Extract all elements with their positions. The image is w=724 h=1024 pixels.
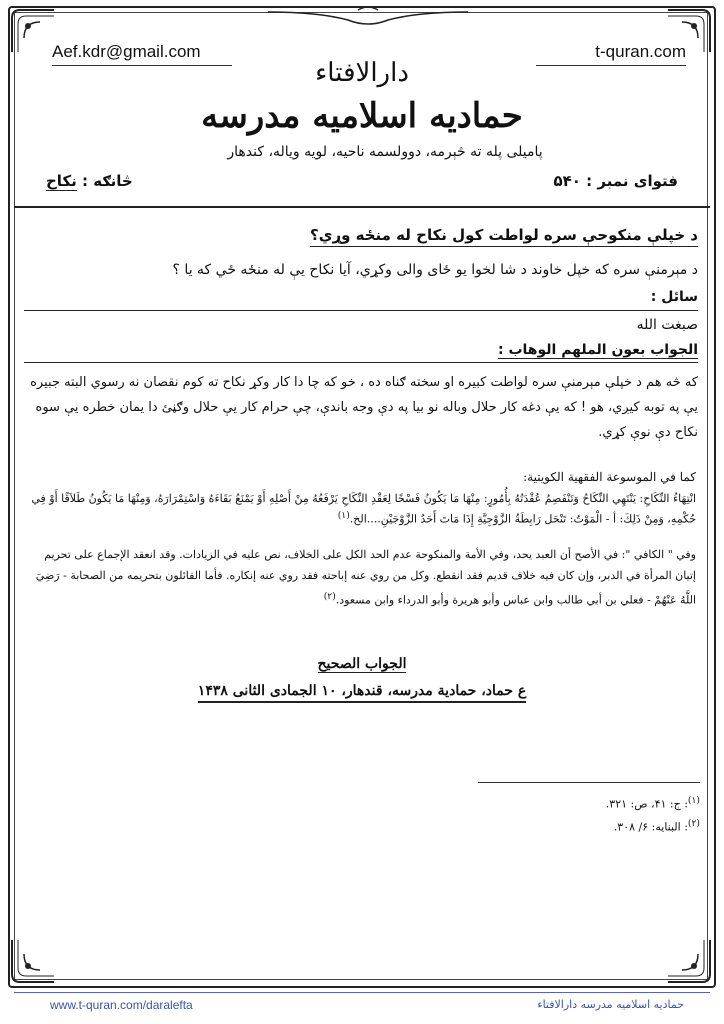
section-value: نکاح: [46, 172, 77, 190]
madrasa-title: حمادیه اسلامیه مدرسه: [201, 96, 523, 136]
kafi-quote: [24, 544, 696, 611]
correct-answer-text: الجواب الصحيح: [317, 656, 407, 672]
footnote-number: (۲): [687, 818, 700, 829]
correct-answer-heading: [0, 656, 724, 672]
question-title-text: د خپلې منکوحې سره لواطت کول نکاح له منځه وړي؟: [310, 226, 698, 247]
kafi-quote-text: وفي " الكافي ": في الأصح أن العبد يحد، وفي الأمة والمنكوحة عدم الحد الكل على الخلاف، نص عليه في الزيادات. وقد انعقد الإجماع على تحريم إتيان المرأة في الدبر، وإن كان فيه خلاف قديم فقد انقطع. وكل من روي عنه إباحته فقد روي عنه إنكاره. فأما القائلون بتحريمه من الصحابة - رَضِيَ اللَّهُ عَنْهُمْ - فعلي بن أبي طالب وابن عباس وأبو هريرة وأبو الدرداء وابن مسعود.: [35, 548, 696, 607]
footer-url-link[interactable]: www.t-quran.com/daralefta: [50, 998, 193, 1012]
footer-rule: [14, 992, 710, 993]
email-link[interactable]: Aef.kdr@gmail.com: [52, 42, 201, 61]
answer-text: که څه هم د خپلې مېرمنې سره لواطت کبیره او سخته ګناه ده ، خو که چا دا کار وکړ نکاح ته کوم نقصان نه رسوي البته جبیره یې په توبه کیږي، هو ! که یې دغه کار حلال وباله نو بیا په دې وجه باندې، چې حرام کار یې حلال وګڼئ دا یمان خطره یې سوه نکاح دې نوې کړي.: [30, 375, 698, 440]
section-label: څانګه :: [82, 172, 133, 190]
footer-institution: حمادیه اسلامیه مدرسه دارالافتاء: [537, 998, 684, 1011]
footnote-number: (۱): [687, 795, 700, 806]
arabic-quote-text: انْتِهَاءُ النِّكَاحِ: يَنْتَهِي النِّكَاحُ وَتَنْفَصِمُ عُقْدَتُهُ بِأُمُورٍ: مِنْهَا مَا يَكُونُ فَسْخًا لِعَقْدِ النِّكَاحِ يَرْفَعُهُ مِنْ أَصْلِهِ أَوْ يَمْنَعُ بَقَاءَهُ وَاسْتِمْرَارَهُ، وَمِنْهَا مَا يَكُونُ طَلاَقًا أَوْ فِي حُكْمِهِ، وَمِنْ ذَلِكَ: أ - الْمَوْتُ: تَنْحَل رَابِطَةُ الزَّوْجِيَّةِ إِذَا مَاتَ أَحَدُ الزَّوْجَيْنِ....الخ.: [31, 492, 696, 526]
divider: [24, 310, 698, 311]
asker-label: سائل :: [650, 289, 698, 305]
signature-line: [0, 683, 724, 699]
footnote-mark: (۲): [323, 591, 336, 602]
answer-heading-text: الجواب بعون الملهم الوهاب :: [497, 342, 698, 358]
corner-ornament: [666, 938, 712, 984]
asker-name: صبغت الله: [636, 317, 698, 333]
arabic-quote: [24, 490, 696, 528]
footnote-text: : ج: ۴۱، ص: ۳۲۱.: [605, 797, 688, 811]
signature-text: ع حماد، حمادیة مدرسه، قندهار، ۱۰ الجمادی الثانی ۱۴۳۸: [198, 683, 526, 703]
fatwa-value: ۵۴۰: [553, 172, 581, 190]
section-field: [46, 172, 133, 190]
fatwa-label: فتوای نمبر :: [586, 172, 678, 190]
corner-ornament: [10, 8, 56, 54]
question-text: د مېرمنې سره که خپل خاوند د شا لخوا یو ځای والی وکړي، آیا نکاح یې له منځه ځي که یا ؟: [172, 262, 698, 278]
header-rule: [14, 206, 710, 208]
footnote-text: : البنایه: ۶/ ۳۰۸.: [613, 820, 688, 834]
divider: [24, 362, 698, 363]
footnote-rule: [478, 782, 700, 783]
fatwa-number: [553, 172, 678, 190]
institution-title: دارالافتاء: [315, 58, 409, 88]
address-line: پامیلی پله ته څېرمه، دوولسمه ناحیه، لویه ویاله، کندهار: [227, 144, 543, 160]
footnote: [614, 818, 700, 834]
corner-ornament: [10, 938, 56, 984]
top-arch-ornament: [268, 6, 468, 28]
footnote: [606, 795, 700, 811]
answer-heading: [14, 342, 698, 358]
source-title: كما في الموسوعة الفقهية الكويتية:: [523, 470, 696, 484]
website-link[interactable]: t-quran.com: [595, 42, 686, 61]
footnote-mark: (۱): [337, 510, 350, 521]
question-title: [14, 226, 698, 244]
